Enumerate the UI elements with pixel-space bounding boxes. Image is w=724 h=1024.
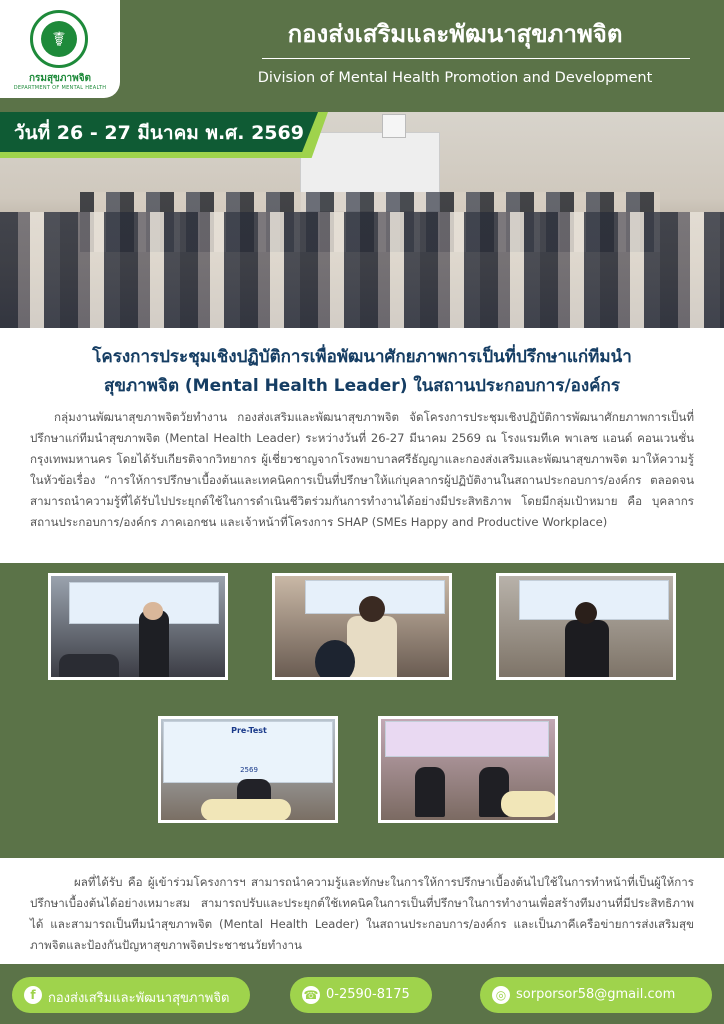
event-date: วันที่ 26 - 27 มีนาคม พ.ศ. 2569: [14, 122, 304, 144]
banner-logo: [382, 114, 406, 138]
gallery-photo-panel: [378, 716, 558, 823]
phone-icon: ☎: [303, 988, 319, 1002]
gallery-photo-speaker-2: [272, 573, 452, 680]
pretest-year: 2569: [240, 766, 258, 774]
division-title-en: Division of Mental Health Promotion and Development: [257, 70, 653, 86]
description-paragraph: [30, 407, 694, 533]
facebook-label: กองส่งเสริมและพัฒนาสุขภาพจิต: [48, 991, 230, 1006]
project-title-line-2: สุขภาพจิต (Mental Health Leader) ในสถานประกอบการ/องค์กร: [104, 376, 620, 396]
facebook-icon: f: [24, 986, 42, 1004]
logo-text-th: กรมสุขภาพจิต: [28, 73, 92, 84]
results-paragraph: [30, 872, 694, 956]
description-text: กลุ่มงานพัฒนาสุขภาพจิตวัยทำงาน กองส่งเสริมและพัฒนาสุขภาพจิต จัดโครงการประชุมเชิงปฏิบัติการพัฒนาศักยภาพการเป็นที่ปรึกษาแก่ทีมนำสุขภาพจิต (Mental Health Leader) ระหว่างวันที่ 26-27 มีนาคม 2569 ณ โรงแรมทีเค พาเลซ แอนด์ คอนเวนชั่น กรุงเทพมหานคร โดยได้รับเกียรติจากวิทยากร ผู้เชี่ยวชาญจากโรงพยาบาลศรีธัญญาและกองส่งเสริมและพัฒนาสุขภาพจิต มาให้ความรู้ในหัวข้อเรื่อง “การให้การปรึกษาเบื้องต้นและเทคนิคการเป็นที่ปรึกษาให้แก่บุคลากรผู้ปฏิบัติงานในสถานประกอบการ/องค์กร ตลอดจนสามารถนำความรู้ที่ได้รับไปประยุกต์ใช้ในการดำเนินชีวิตร่วมกันการทำงานได้อย่างมีประสิทธิภาพ โดยมีกลุ่มเป้าหมาย คือ บุคลากรสถานประกอบการ/องค์กร ภาคเอกชน และเจ้าหน้าที่โครงการ SHAP (SMEs Happy and Productive Workplace): [30, 410, 694, 529]
email-label: sorporsor58@gmail.com: [516, 987, 676, 1002]
project-title-line-1: โครงการประชุมเชิงปฏิบัติการเพื่อพัฒนาศักยภาพการเป็นที่ปรึกษาแก่ทีมนำ: [92, 347, 632, 367]
pretest-heading: Pre-Test: [231, 726, 267, 735]
title-divider: [262, 58, 690, 59]
footer-band: [0, 964, 724, 1024]
email-link[interactable]: [480, 977, 712, 1013]
facebook-link[interactable]: [12, 977, 250, 1013]
participants-front-row: [0, 212, 724, 328]
logo-text-en: DEPARTMENT OF MENTAL HEALTH: [13, 85, 107, 91]
gallery-photo-speaker-1: [48, 573, 228, 680]
photo-gallery: [0, 563, 724, 858]
gallery-photo-pretest: [158, 716, 338, 823]
project-title: [20, 343, 704, 401]
department-logo: [0, 0, 120, 98]
division-title-th: กองส่งเสริมและพัฒนาสุขภาพจิต: [287, 20, 623, 48]
phone-label: 0-2590-8175: [326, 987, 410, 1002]
date-ribbon: [0, 112, 328, 158]
gallery-photo-speaker-3: [496, 573, 676, 680]
header-band: [0, 0, 724, 112]
phone-link[interactable]: [290, 977, 432, 1013]
logo-seal-icon: ☤: [30, 10, 88, 68]
globe-icon: ◎: [492, 986, 510, 1004]
results-text: ผลที่ได้รับ คือ ผู้เข้าร่วมโครงการฯ สามารถนำความรู้และทักษะในการให้การปรึกษาเบื้องต้นไปใช้ในการทำหน้าที่เป็นผู้ให้การปรึกษาเบื้องต้นได้อย่างเหมาะสม สามารถปรับและประยุกต์ใช้เทคนิคในการเป็นที่ปรึกษาในการทำงานเพื่อสร้างทีมงานที่มีประสิทธิภาพได้ และสามารถเป็นทีมนำสุขภาพจิต (Mental Health Leader) ในสถานประกอบการ/องค์กร และเป็นภาคีเครือข่ายการส่งเสริมสุขภาพจิตและป้องกันปัญหาสุขภาพจิตประชาชนวัยทำงาน: [30, 875, 694, 952]
